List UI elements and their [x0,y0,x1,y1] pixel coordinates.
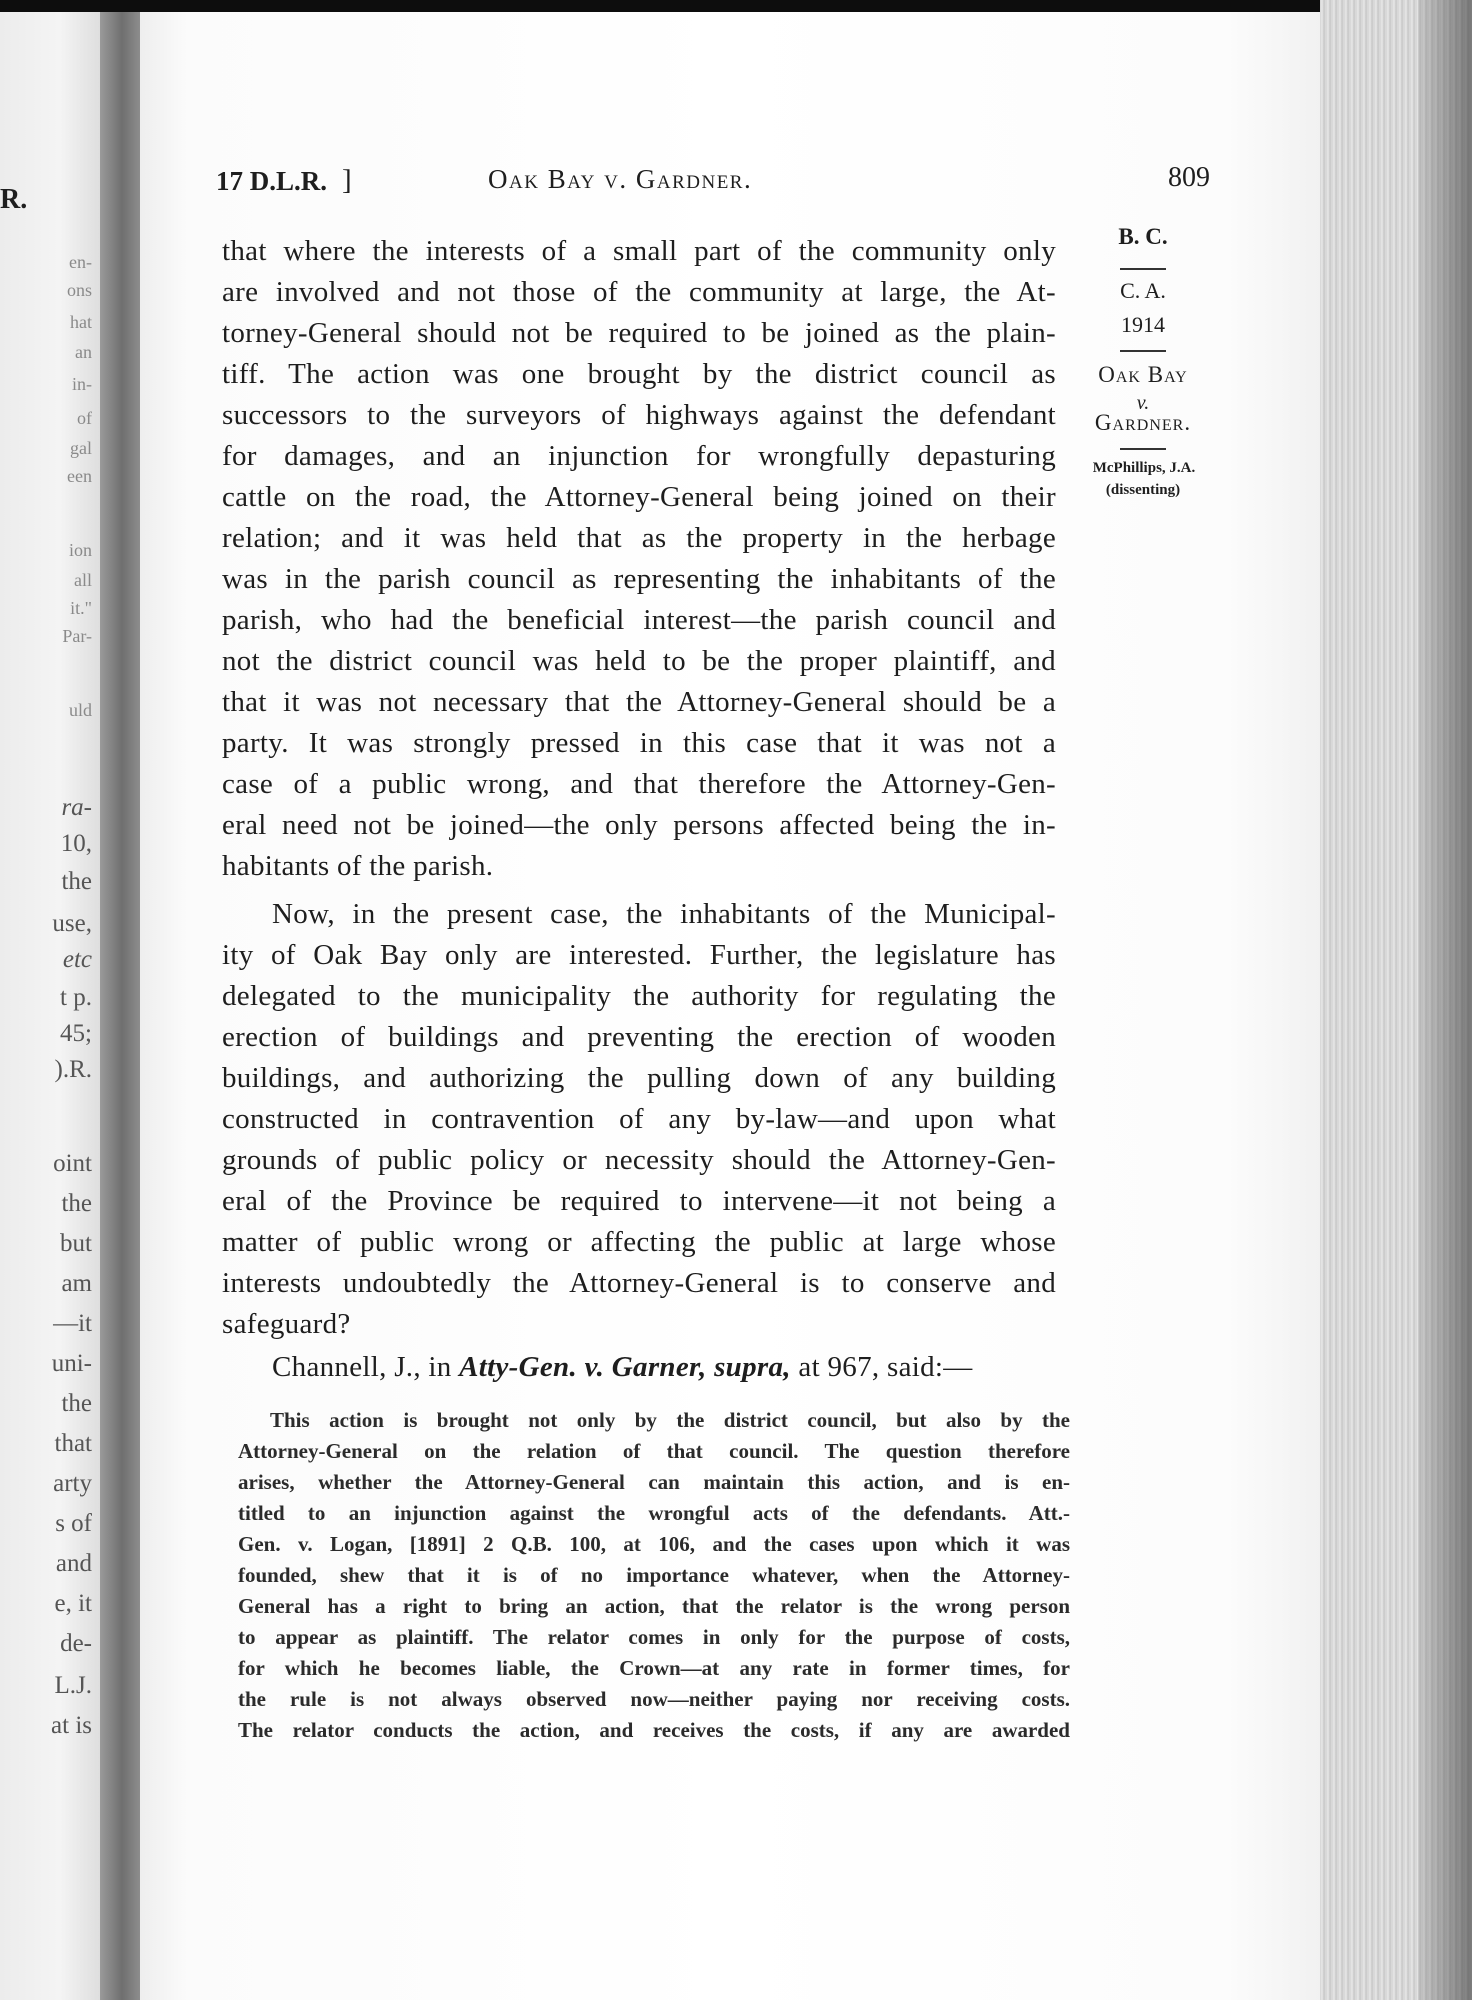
left-page-fragment: 10, [60,830,92,857]
text-line: relation; and it was held that as the property in the herbage [222,522,1056,554]
left-page-fragment: L.J. [54,1672,92,1699]
left-page-fragment: it." [70,598,92,618]
left-page-fragment: s of [55,1510,92,1537]
left-page-fragment: an [75,342,92,362]
margin-judge: McPhillips, J.A. [1092,460,1196,476]
text-line: are involved and not those of the community at large, the At- [222,276,1056,308]
left-page-fragment: etc [62,946,92,973]
left-page-fragment: the [61,868,92,895]
quote-line: the rule is not always observed now—neither paying nor receiving costs. [238,1687,1070,1711]
left-page-fragment: the [61,1190,92,1217]
text-line: grounds of public policy or necessity should the Attorney-Gen- [222,1144,1056,1176]
quote-line: founded, shew that it is of no importance whatever, when the Attorney- [238,1563,1070,1587]
left-page-fragment: een [67,466,92,486]
margin-dissenting: (dissenting) [1105,482,1181,498]
left-page-fragment: that [54,1430,92,1457]
text-line: party. It was strongly pressed in this case that it was not a [222,727,1056,759]
text-line: case of a public wrong, and that therefore the Attorney-Gen- [222,768,1056,800]
margin-year: 1914 [1121,312,1165,337]
left-page-fragment: ).R. [54,1056,92,1083]
left-page-fragment: of [77,408,92,428]
text-run: Channell, J., in [272,1351,460,1383]
text-line: parish, who had the beneficial interest—the parish council and [222,604,1056,636]
left-page-fragment: arty [53,1470,92,1497]
text-line: buildings, and authorizing the pulling down of any building [222,1062,1056,1094]
left-page-fragment: but [60,1230,92,1257]
left-page-fragment: and [55,1550,92,1577]
text-line: successors to the surveyors of highways against the defendant [222,399,1056,431]
case-title: Oak Bay v. Gardner. [488,164,753,194]
left-page-fragment: at is [51,1712,92,1739]
left-page-fragment: oint [53,1150,92,1177]
text-line: not the district council was held to be the proper plaintiff, and [222,645,1056,677]
left-page-fragment: ion [68,540,92,560]
left-page-fragment: t p. [60,984,92,1011]
text-line: matter of public wrong or affecting the public at large whose [222,1226,1056,1258]
margin-rule [1120,448,1166,450]
text-line: ity of Oak Bay only are interested. Further, the legislature has [222,939,1056,971]
text-line: that where the interests of a small part of the community only [222,235,1056,267]
text-line: delegated to the municipality the authority for regulating the [222,980,1056,1012]
margin-party-1: Oak Bay [1098,362,1188,387]
left-page-fragment: uni- [51,1350,92,1377]
left-page-fragment: uld [68,700,92,720]
text-line: torney-General should not be required to be joined as the plain- [222,317,1056,349]
page-number: 809 [1168,162,1210,193]
text-line: constructed in contravention of any by-law—and upon what [222,1103,1056,1135]
quote-line: for which he becomes liable, the Crown—at any rate in former times, for [238,1656,1070,1680]
margin-court: B. C. [1118,224,1168,249]
quote-line: titled to an injunction against the wrongful acts of the defendants. Att.- [238,1501,1070,1525]
case-citation: Atty-Gen. v. Garner, supra, [459,1351,791,1383]
quote-line: General has a right to bring an action, that the relator is the wrong person [238,1594,1070,1618]
quote-line: This action is brought not only by the district council, but also by the [270,1408,1070,1432]
text-line: safeguard? [222,1308,351,1340]
margin-party-2: Gardner. [1094,410,1192,435]
left-page-fragment: hat [70,312,92,332]
text-line: was in the parish council as representing the inhabitants of the [222,563,1056,595]
paragraph-3 [272,1350,1056,1384]
scan-top-edge [0,0,1472,12]
left-page-fragment: —it [53,1310,92,1337]
text-line: eral of the Province be required to intervene—it not being a [222,1185,1056,1217]
margin-rule [1120,268,1166,270]
text-line: tiff. The action was one brought by the district council as [222,358,1056,390]
left-page-fragment: Par- [62,626,92,646]
text-line: that it was not necessary that the Attorney-General should be a [222,686,1056,718]
left-page-fragment: ra- [61,794,92,821]
volume-citation: 17 D.L.R. [216,166,328,196]
text-line: for damages, and an injunction for wrongfully depasturing [222,440,1056,472]
quote-line: Attorney-General on the relation of that council. The question therefore [238,1439,1070,1463]
margin-rule [1120,350,1166,352]
left-page-fragment: e, it [54,1590,92,1617]
text-line: interests undoubtedly the Attorney-General is to conserve and [222,1267,1056,1299]
left-page-fragment: gal [70,438,92,458]
left-page-fragment: in- [72,374,92,394]
quote-line: arises, whether the Attorney-General can maintain this action, and is en- [238,1470,1070,1494]
left-page-header-fragment: R. [0,184,28,215]
running-header [0,162,1472,202]
left-page-fragment: 45; [60,1020,92,1047]
left-page-fragment: ons [66,280,92,300]
text-line: eral need not be joined—the only persons affected being the in- [222,809,1056,841]
text-run: at 967, said:— [790,1351,973,1383]
quote-line: The relator conducts the action, and receives the costs, if any are awarded [238,1718,1070,1742]
quote-line: to appear as plaintiff. The relator comes in only for the purpose of costs, [238,1625,1070,1649]
book-gutter [100,12,140,2000]
left-page-fragment: de- [60,1630,92,1657]
margin-division: C. A. [1120,278,1166,303]
left-page-fragment: am [61,1270,92,1297]
text-line: cattle on the road, the Attorney-General being joined on their [222,481,1056,513]
margin-versus: v. [1136,392,1150,414]
left-page-fragment: the [61,1390,92,1417]
text-line: habitants of the parish. [222,850,494,882]
text-line: erection of buildings and preventing the erection of wooden [222,1021,1056,1053]
left-page-fragment: all [74,570,92,590]
page-edges-shadow [1418,0,1472,2000]
left-page-fragment: use, [52,910,92,937]
header-bracket: ] [342,164,352,196]
left-page-fragment: en- [69,252,92,272]
text-line: Now, in the present case, the inhabitants of the Municipal- [272,898,1056,930]
facing-page-left [0,12,100,2000]
quote-line: Gen. v. Logan, [1891] 2 Q.B. 100, at 106, and the cases upon which it was [238,1532,1070,1556]
